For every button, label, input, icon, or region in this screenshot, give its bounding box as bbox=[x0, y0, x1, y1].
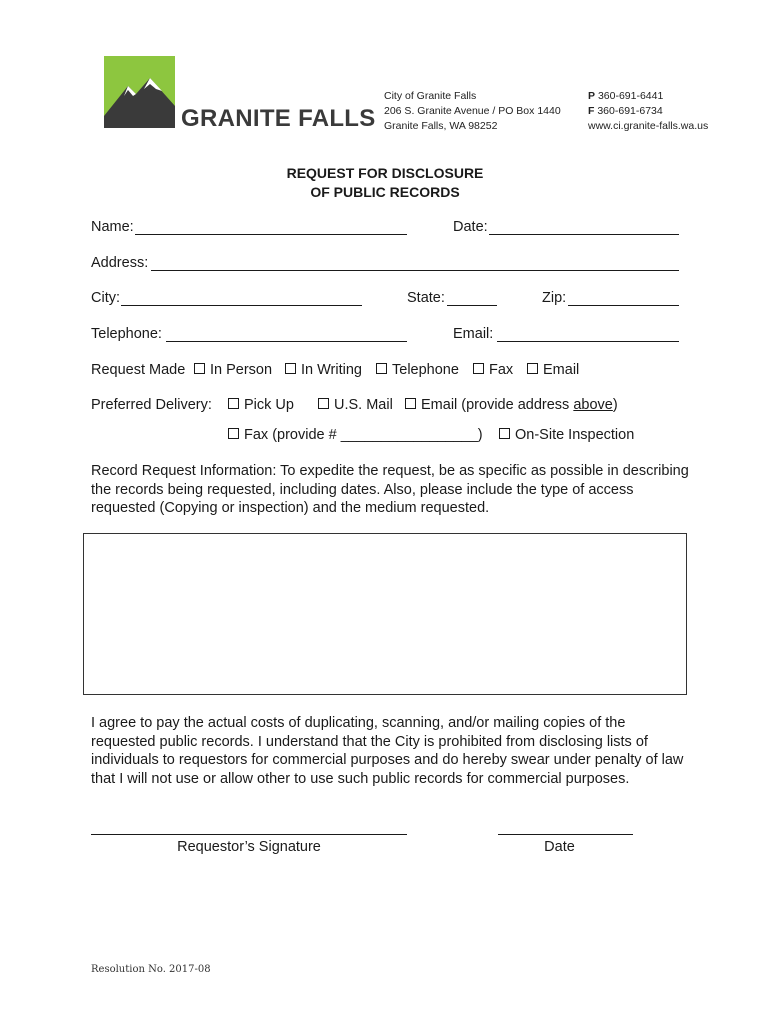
title-line-1: REQUEST FOR DISCLOSURE bbox=[286, 165, 484, 181]
checkbox-icon[interactable] bbox=[405, 398, 416, 409]
above-text: above bbox=[573, 397, 613, 413]
delivery-label: Preferred Delivery: bbox=[91, 397, 212, 413]
record-request-info: Record Request Information: To expedite the request, be as specific as possible in describing the records being requested, including dates. Also, please include the type of access requested (Copying or inspection) and the medium requested. bbox=[91, 463, 689, 516]
delivery-email[interactable] bbox=[405, 397, 618, 413]
option-label: In Person bbox=[210, 362, 273, 378]
option-label: In Writing bbox=[301, 362, 362, 378]
address-field[interactable] bbox=[151, 270, 679, 271]
signature-date-label: Date bbox=[544, 839, 575, 855]
option-label: Telephone bbox=[392, 362, 459, 378]
close-paren: ) bbox=[612, 397, 618, 413]
zip-field[interactable] bbox=[568, 305, 679, 306]
agreement-text: I agree to pay the actual costs of duplicating, scanning, and/or mailing copies of the requested public records. I understand that the City is prohibited from disclosing lists of individuals to requestors for commercial purposes and do hereby swear under penalty of law that I will not use or allow other to use such public records for commercial purposes. bbox=[91, 715, 684, 787]
signature-label: Requestor’s Signature bbox=[177, 839, 321, 855]
fax-number: 360-691-6734 bbox=[597, 105, 663, 117]
contact-info bbox=[588, 89, 708, 134]
title-line-2: OF PUBLIC RECORDS bbox=[310, 184, 460, 200]
option-label: On-Site Inspection bbox=[515, 427, 635, 443]
option-label: Email bbox=[543, 362, 580, 378]
checkbox-icon[interactable] bbox=[499, 428, 510, 439]
page-title bbox=[0, 164, 770, 202]
checkbox-icon[interactable] bbox=[527, 363, 538, 374]
city-field[interactable] bbox=[121, 305, 362, 306]
mountain-logo-icon bbox=[104, 56, 175, 128]
email-field[interactable] bbox=[497, 341, 679, 342]
option-label: Fax bbox=[489, 362, 514, 378]
city-label: City: bbox=[91, 290, 120, 306]
checkbox-icon[interactable] bbox=[228, 398, 239, 409]
date-label: Date: bbox=[453, 219, 488, 235]
option-label: U.S. Mail bbox=[334, 397, 393, 413]
address-line-1: City of Granite Falls bbox=[384, 90, 477, 102]
zip-label: Zip: bbox=[542, 290, 567, 306]
logo-text: GRANITE FALLS bbox=[181, 105, 376, 132]
request-telephone[interactable] bbox=[376, 362, 459, 378]
address-label: Address: bbox=[91, 255, 149, 271]
website-link[interactable]: www.ci.granite-falls.wa.us bbox=[588, 120, 709, 132]
name-field[interactable] bbox=[135, 234, 407, 235]
phone-number: 360-691-6441 bbox=[597, 90, 664, 102]
signature-field[interactable] bbox=[91, 834, 407, 835]
phone-prefix: P bbox=[588, 90, 596, 102]
delivery-usmail[interactable] bbox=[318, 397, 393, 413]
signature-date-field[interactable] bbox=[498, 834, 633, 835]
record-description-box[interactable] bbox=[83, 533, 687, 695]
date-field[interactable] bbox=[489, 234, 679, 235]
state-label: State: bbox=[407, 290, 445, 306]
checkbox-icon[interactable] bbox=[473, 363, 484, 374]
city-address bbox=[384, 89, 561, 134]
request-email[interactable] bbox=[527, 362, 579, 378]
delivery-onsite[interactable] bbox=[499, 427, 634, 443]
option-label: Email (provide address bbox=[421, 397, 574, 413]
fax-line bbox=[588, 104, 708, 119]
checkbox-icon[interactable] bbox=[285, 363, 296, 374]
granite-falls-logo bbox=[104, 56, 175, 128]
request-fax[interactable] bbox=[473, 362, 513, 378]
phone-line bbox=[588, 89, 708, 104]
resolution-footer: Resolution No. 2017-08 bbox=[91, 964, 211, 975]
request-in-person[interactable] bbox=[194, 362, 272, 378]
telephone-label: Telephone: bbox=[91, 326, 162, 342]
checkbox-icon[interactable] bbox=[318, 398, 329, 409]
option-label: Fax (provide # _________________) bbox=[244, 427, 483, 443]
email-label: Email: bbox=[453, 326, 494, 342]
checkbox-icon[interactable] bbox=[376, 363, 387, 374]
request-made-label: Request Made bbox=[91, 362, 186, 378]
fax-prefix: F bbox=[588, 105, 595, 117]
address-line-3: Granite Falls, WA 98252 bbox=[384, 120, 498, 132]
telephone-field[interactable] bbox=[166, 341, 407, 342]
name-label: Name: bbox=[91, 219, 134, 235]
delivery-pickup[interactable] bbox=[228, 397, 294, 413]
checkbox-icon[interactable] bbox=[194, 363, 205, 374]
checkbox-icon[interactable] bbox=[228, 428, 239, 439]
option-label: Pick Up bbox=[244, 397, 294, 413]
address-line-2: 206 S. Granite Avenue / PO Box 1440 bbox=[384, 105, 561, 117]
delivery-fax[interactable] bbox=[228, 427, 483, 443]
state-field[interactable] bbox=[447, 305, 497, 306]
request-in-writing[interactable] bbox=[285, 362, 362, 378]
